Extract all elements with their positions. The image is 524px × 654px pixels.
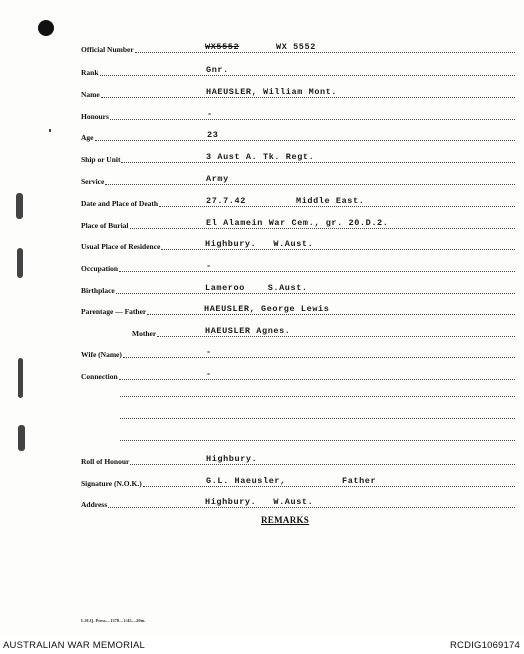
field-rank — [81, 63, 515, 77]
field-name — [81, 85, 515, 99]
value-father: HAEUSLER, George Lewis — [204, 304, 330, 314]
label-birthplace: Birthplace — [81, 286, 115, 295]
label-address: Address — [81, 500, 108, 509]
label-roll-of-honour: Roll of Honour — [81, 457, 130, 466]
paper-speck — [49, 129, 51, 132]
value-official-number-crossed: WX5552 — [205, 42, 240, 52]
label-mother: Mother — [132, 329, 157, 338]
remarks-heading: REMARKS — [261, 515, 310, 525]
binding-mark — [18, 358, 23, 398]
value-official-number: WX 5552 — [276, 42, 316, 52]
label-ship-or-unit: Ship or Unit — [81, 155, 121, 164]
value-wife: - — [206, 347, 212, 357]
value-name: HAEUSLER, William Mont. — [206, 87, 338, 97]
field-occupation — [81, 259, 515, 273]
field-honours — [81, 107, 515, 121]
label-official-number: Official Number — [81, 45, 134, 54]
field-signature — [81, 474, 515, 488]
field-date-place-death — [81, 194, 515, 208]
label-place-of-burial: Place of Burial — [81, 221, 129, 230]
field-birthplace — [81, 281, 515, 295]
value-birthplace: Lameroo S.Aust. — [205, 283, 308, 293]
label-father: Parentage — Father — [81, 307, 147, 316]
value-connection: - — [206, 369, 212, 379]
label-connection: Connection — [81, 372, 118, 381]
value-death-date: 27.7.42 — [206, 196, 246, 206]
field-age — [81, 128, 515, 142]
field-father — [81, 302, 515, 316]
label-date-place-death: Date and Place of Death — [81, 199, 159, 208]
value-signature-relation: Father — [342, 476, 377, 486]
footer-record-id: RCDIG1069174 — [450, 640, 520, 651]
field-connection — [81, 367, 515, 381]
footer-source: AUSTRALIAN WAR MEMORIAL — [3, 640, 146, 651]
value-honours: - — [207, 109, 213, 119]
field-official-number — [81, 40, 515, 54]
label-wife: Wife (Name) — [81, 350, 122, 359]
punch-hole — [38, 20, 54, 36]
field-wife — [81, 345, 515, 359]
value-address: Highbury. W.Aust. — [205, 497, 314, 507]
value-signature: G.L. Haeusler, — [206, 476, 286, 486]
connection-line — [120, 440, 515, 441]
label-honours: Honours — [81, 112, 109, 121]
label-service: Service — [81, 177, 105, 186]
binding-mark — [18, 425, 25, 451]
value-occupation: - — [206, 261, 212, 271]
label-occupation: Occupation — [81, 264, 119, 273]
field-roll-of-honour — [81, 452, 515, 466]
label-name: Name — [81, 90, 100, 99]
value-residence: Highbury. W.Aust. — [205, 239, 314, 249]
value-roll-of-honour: Highbury. — [206, 454, 258, 464]
field-residence — [81, 237, 515, 251]
label-age: Age — [81, 133, 94, 142]
value-rank: Gnr. — [206, 65, 229, 75]
value-service: Army — [206, 174, 229, 184]
label-residence: Usual Place of Residence — [81, 242, 161, 251]
value-mother: HAEUSLER Agnes. — [205, 326, 291, 336]
label-rank: Rank — [81, 68, 99, 77]
field-address — [81, 495, 515, 509]
value-place-of-burial: El Alamein War Cem., gr. 20.D.2. — [206, 218, 389, 228]
form-number: L.H.Q. Press—1378—1/45—20m. — [81, 618, 146, 623]
value-age: 23 — [207, 130, 219, 140]
value-ship-or-unit: 3 Aust A. Tk. Regt. — [206, 152, 315, 162]
binding-mark — [16, 193, 23, 219]
field-mother — [132, 324, 515, 338]
binding-mark — [17, 248, 23, 278]
connection-line — [120, 396, 515, 397]
connection-line — [120, 418, 515, 419]
field-ship-or-unit — [81, 150, 515, 164]
label-signature: Signature (N.O.K.) — [81, 479, 142, 488]
field-place-of-burial — [81, 216, 515, 230]
field-service — [81, 172, 515, 186]
value-death-place: Middle East. — [296, 196, 365, 206]
